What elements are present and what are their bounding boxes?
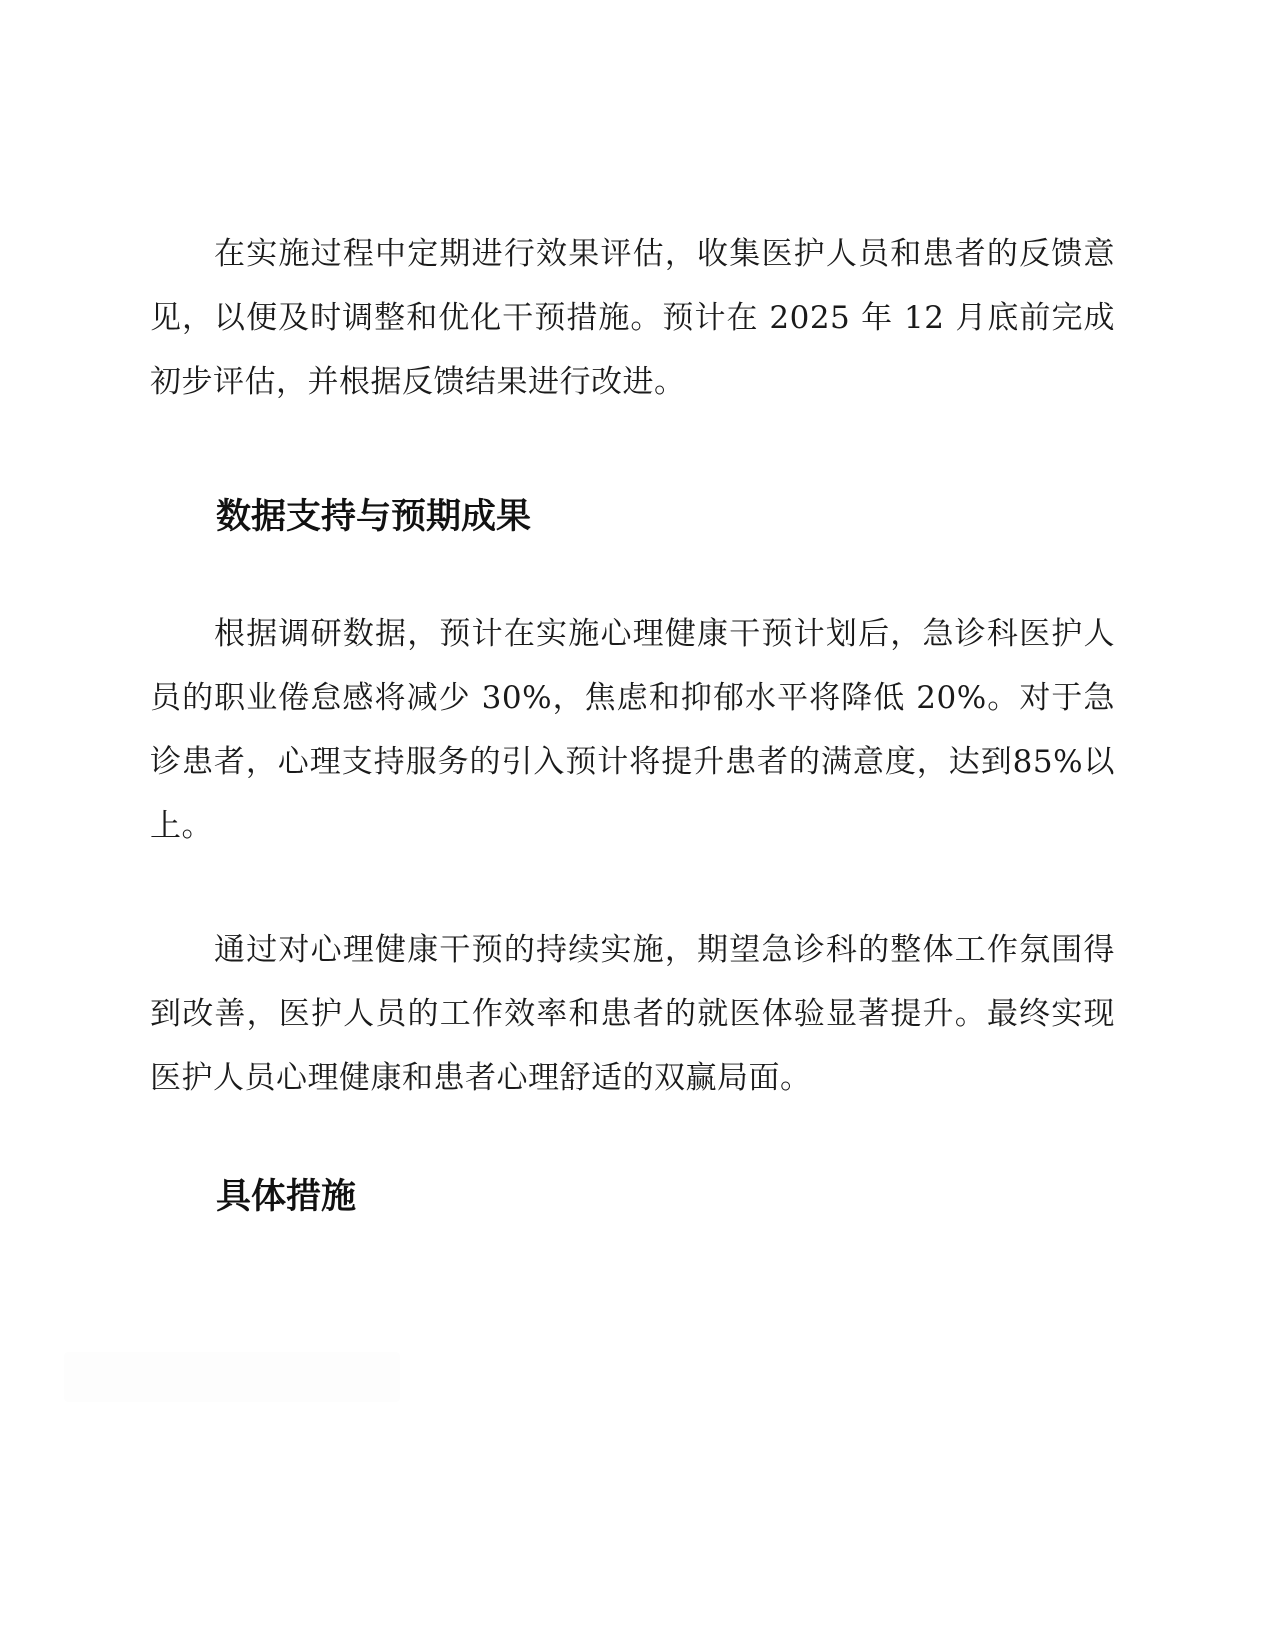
- paragraph-evaluation: 在实施过程中定期进行效果评估，收集医护人员和患者的反馈意见，以便及时调整和优化干预措施。预计在 2025 年 12 月底前完成初步评估，并根据反馈结果进行改进。: [150, 236, 1115, 400]
- paragraph-expected-results: 根据调研数据，预计在实施心理健康干预计划后，急诊科医护人员的职业倦怠感将减少 30%，焦虑和抑郁水平将降低 20%。对于急诊患者，心理支持服务的引入预计将提升患者的满意度，达到85%以上。: [150, 616, 1115, 844]
- paragraph-continuous-implementation: 通过对心理健康干预的持续实施，期望急诊科的整体工作氛围得到改善，医护人员的工作效率和患者的就医体验显著提升。最终实现医护人员心理健康和患者心理舒适的双赢局面。: [150, 932, 1115, 1096]
- section-heading-data-support: 数据支持与预期成果: [216, 497, 532, 537]
- faint-placeholder-box: [64, 1352, 400, 1402]
- section-heading-specific-measures: 具体措施: [216, 1177, 357, 1217]
